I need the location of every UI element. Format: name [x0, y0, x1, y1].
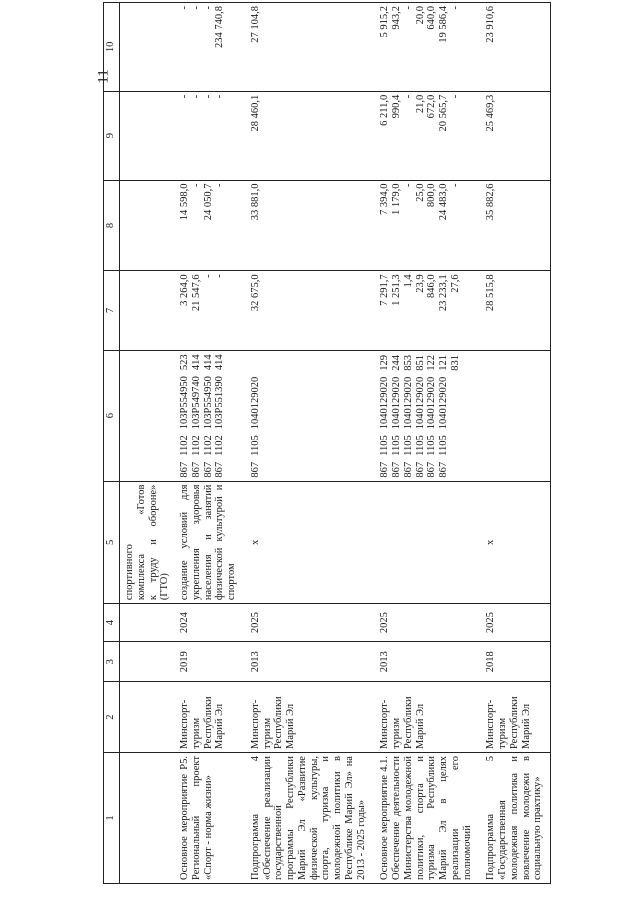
row-name: Основное мероприятие 4.1. Обеспечение деятельности Министерства молодежной политики, спорта и туризма Республики Марий Эл в целях реализации его полномочий — [369, 753, 475, 884]
row-values-8: 33 881,0 — [240, 180, 370, 271]
page-number: 11 — [95, 69, 112, 84]
continuation-text: спортивного комплекса «Готов к труду и обороне» (ГТО) — [120, 481, 174, 604]
table-row — [369, 3, 475, 884]
table-row — [475, 3, 550, 884]
program-table — [103, 2, 551, 884]
col-header-8: 8 — [104, 180, 120, 271]
row-result: x — [475, 481, 550, 604]
row-values-9: 28 460,1 — [240, 91, 370, 180]
col-header-3: 3 — [104, 642, 120, 682]
table-row — [173, 3, 240, 884]
row-result: создание условий для укрепления здоровья населения и занятий физической культурой и спортом — [173, 481, 240, 604]
row-executor: Минспорт-туризм Республики Марий Эл — [475, 682, 550, 753]
col-header-5: 5 — [104, 481, 120, 604]
col-header-7: 7 — [104, 271, 120, 350]
row-start: 2013 — [240, 642, 370, 682]
col-header-6: 6 — [104, 350, 120, 481]
row-values-8: 7 394,0 1 179,0 - 25,0 800,0 24 483,0 - — [369, 180, 475, 271]
row-name: Основное мероприятие P5. Региональный проект «Спорт - норма жизни» — [173, 753, 240, 884]
row-result — [369, 481, 475, 604]
row-values-10: 23 910,6 — [475, 3, 550, 92]
row-codes: 867 867 867 867 867 867 1105 1105 1105 1105 1105 1105 1040129020 1040129020 1040129020 1040129020 1040129020 1040129020 129 244 853 851 122 121 831 — [369, 350, 475, 481]
row-end: 2024 — [173, 604, 240, 642]
row-end: 2025 — [475, 604, 550, 642]
row-values-7: 7 291,7 1 251,3 1,4 23,9 846,0 23 233,1 27,6 — [369, 271, 475, 350]
row-values-10: 27 104,8 — [240, 3, 370, 92]
table-row — [240, 3, 370, 884]
row-end: 2025 — [240, 604, 370, 642]
row-values-7: 32 675,0 — [240, 271, 370, 350]
row-codes: 867 1105 1040129020 — [240, 350, 370, 481]
row-values-8: 14 598,0 - 24 050,7 - — [173, 180, 240, 271]
rotated-table-container — [103, 2, 545, 884]
row-values-10: - - - 234 740,8 — [173, 3, 240, 92]
row-end: 2025 — [369, 604, 475, 642]
row-start: 2013 — [369, 642, 475, 682]
row-executor: Минспорт-туризм Республики Марий Эл — [240, 682, 370, 753]
row-executor: Минспорт-туризм Республики Марий Эл — [369, 682, 475, 753]
row-values-9: 25 469,3 — [475, 91, 550, 180]
row-values-7: 28 515,8 — [475, 271, 550, 350]
col-header-1: 1 — [104, 753, 120, 884]
col-header-9: 9 — [104, 91, 120, 180]
row-start: 2019 — [173, 642, 240, 682]
col-header-10: 10 — [104, 3, 120, 92]
row-codes — [475, 350, 550, 481]
row-result: x — [240, 481, 370, 604]
row-values-9: - - - - — [173, 91, 240, 180]
row-name: Подпрограмма 4 «Обеспечение реализации государственной программы Республики Марий Эл «Развитие физической культуры, спорта, туризма и молодежной политики в Республике Марий Эл» на 2013 - 2025 годы» — [240, 753, 370, 884]
row-values-9: 6 211,0 990,4 - 21,0 672,0 20 565,7 - — [369, 91, 475, 180]
continuation-row — [120, 3, 174, 884]
row-executor: Минспорт-туризм Республики Марий Эл — [173, 682, 240, 753]
row-start: 2018 — [475, 642, 550, 682]
row-values-8: 35 882,6 — [475, 180, 550, 271]
col-header-2: 2 — [104, 682, 120, 753]
header-row — [104, 3, 120, 884]
row-codes: 867 867 867 867 1102 1102 1102 1102 103P554950 103P549740 103P554950 103P551390 523 414 414 414 — [173, 350, 240, 481]
row-values-7: 3 264,0 21 547,6 - - — [173, 271, 240, 350]
row-values-10: 5 915,2 943,2 - 20,0 640,0 19 586,4 - — [369, 3, 475, 92]
col-header-4: 4 — [104, 604, 120, 642]
row-name: Подпрограмма 5 «Государственная молодежная политика и вовлечение молодежи в социальную практику» — [475, 753, 550, 884]
